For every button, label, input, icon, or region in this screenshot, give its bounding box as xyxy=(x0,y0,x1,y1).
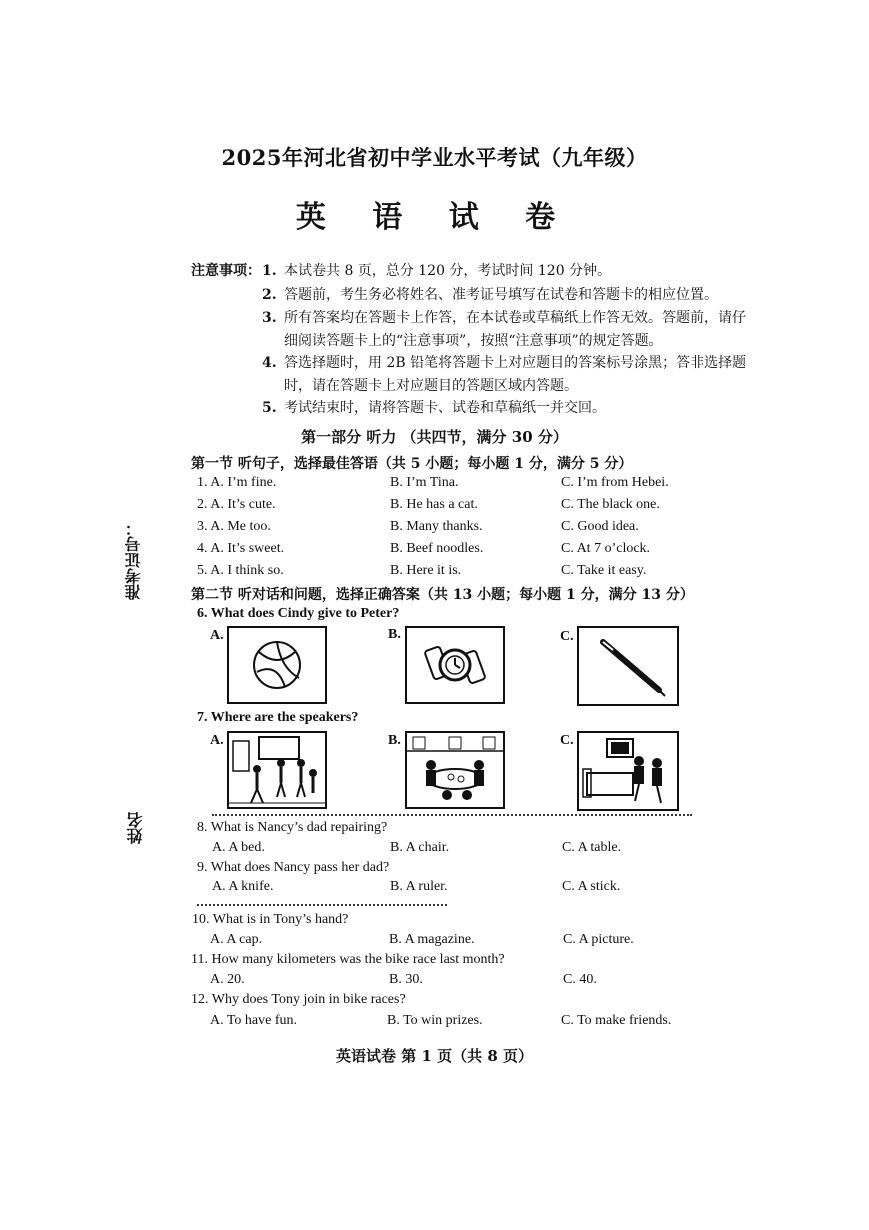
living-room-scene-icon xyxy=(579,733,677,809)
note-3 xyxy=(262,307,746,327)
note-number: 3. xyxy=(262,310,277,326)
q8-b: B. A chair. xyxy=(390,840,450,855)
note-4-cont: 时，请在答题卡上对应题目的答题区域内答题。 xyxy=(284,378,578,394)
q10-text: 10. What is in Tony’s hand? xyxy=(192,912,349,927)
page-footer: 英语试卷 第 1 页（共 8 页） xyxy=(336,1047,533,1065)
exam-subtitle: 英 语 试 卷 xyxy=(295,200,574,235)
note-4 xyxy=(262,352,746,372)
q9-text: 9. What does Nancy pass her dad? xyxy=(197,860,390,875)
note-1 xyxy=(262,260,611,280)
q5-b: B. Here it is. xyxy=(390,563,462,578)
classroom-scene-icon xyxy=(229,733,325,807)
side-name-label: 姓名 xyxy=(126,812,145,844)
part1-heading: 第一部分 听力 （共四节，满分 30 分） xyxy=(301,428,568,446)
q2-b: B. He has a cat. xyxy=(390,497,478,512)
q11-b: B. 30. xyxy=(389,972,423,987)
q2-c: C. The black one. xyxy=(561,497,660,512)
q6-label-a: A. xyxy=(210,628,224,643)
q8-text: 8. What is Nancy’s dad repairing? xyxy=(197,820,388,835)
q7-label-c: C. xyxy=(560,733,574,748)
dotted-rule xyxy=(212,814,692,816)
note-number: 1. xyxy=(262,263,277,279)
q2-a: 2. A. It’s cute. xyxy=(197,497,276,512)
note-2 xyxy=(262,284,718,304)
q8-a: A. A bed. xyxy=(212,840,265,855)
volleyball-icon xyxy=(229,628,325,702)
note-text: 所有答案均在答题卡上作答，在本试卷或草稿纸上作答无效。答题前，请仔 xyxy=(284,310,746,326)
q5-c: C. Take it easy. xyxy=(561,563,647,578)
note-text: 考试结束时，请将答题卡、试卷和草稿纸一并交回。 xyxy=(284,400,606,416)
classroom-scene-image xyxy=(227,731,327,809)
note-number: 5. xyxy=(262,400,277,416)
q9-b: B. A ruler. xyxy=(390,879,448,894)
q9-c: C. A stick. xyxy=(562,879,621,894)
q9-a: A. A knife. xyxy=(212,879,274,894)
q3-b: B. Many thanks. xyxy=(390,519,483,534)
section2-heading: 第二节 听对话和问题，选择正确答案（共 13 小题；每小题 1 分，满分 13 分） xyxy=(191,587,694,603)
q11-a: A. 20. xyxy=(210,972,245,987)
q8-c: C. A table. xyxy=(562,840,622,855)
exam-title: 2025年河北省初中学业水平考试（九年级） xyxy=(221,145,648,170)
note-text: 答选择题时，用 2B 铅笔将答题卡上对应题目的答案标号涂黑；答非选择题 xyxy=(284,355,747,371)
q7-label-b: B. xyxy=(388,733,401,748)
volleyball-image xyxy=(227,626,327,704)
q7-text: 7. Where are the speakers? xyxy=(197,710,359,725)
q10-b: B. A magazine. xyxy=(389,932,475,947)
note-text: 答题前，考生务必将姓名、准考证号填写在试卷和答题卡的相应位置。 xyxy=(284,287,718,303)
q11-c: C. 40. xyxy=(563,972,597,987)
note-text: 本试卷共 8 页，总分 120 分，考试时间 120 分钟。 xyxy=(284,263,612,279)
section1-heading: 第一节 听句子，选择最佳答语（共 5 小题；每小题 1 分，满分 5 分） xyxy=(191,456,633,472)
q11-text: 11. How many kilometers was the bike race last month? xyxy=(191,952,505,967)
q3-a: 3. A. Me too. xyxy=(197,519,271,534)
dotted-rule xyxy=(197,904,447,906)
watch-icon xyxy=(407,628,503,702)
side-id-label: 准考证号： xyxy=(124,520,143,600)
q10-a: A. A cap. xyxy=(210,932,263,947)
pen-icon xyxy=(579,628,677,704)
restaurant-scene-image xyxy=(405,731,505,809)
note-number: 2. xyxy=(262,287,277,303)
q6-label-b: B. xyxy=(388,627,401,642)
q1-a: 1. A. I’m fine. xyxy=(197,475,277,490)
q6-text: 6. What does Cindy give to Peter? xyxy=(197,606,400,621)
q7-label-a: A. xyxy=(210,733,224,748)
q4-b: B. Beef noodles. xyxy=(390,541,484,556)
restaurant-scene-icon xyxy=(407,733,503,807)
q3-c: C. Good idea. xyxy=(561,519,639,534)
notes-label: 注意事项： xyxy=(191,263,261,279)
q12-a: A. To have fun. xyxy=(210,1013,298,1028)
q5-a: 5. A. I think so. xyxy=(197,563,284,578)
q12-c: C. To make friends. xyxy=(561,1013,672,1028)
q6-label-c: C. xyxy=(560,629,574,644)
note-number: 4. xyxy=(262,355,277,371)
q4-a: 4. A. It’s sweet. xyxy=(197,541,285,556)
q10-c: C. A picture. xyxy=(563,932,634,947)
q4-c: C. At 7 o’clock. xyxy=(561,541,651,556)
watch-image xyxy=(405,626,505,704)
q12-text: 12. Why does Tony join in bike races? xyxy=(191,992,406,1007)
note-3-cont: 细阅读答题卡上的“注意事项”，按照“注意事项”的规定答题。 xyxy=(284,333,663,349)
q1-b: B. I’m Tina. xyxy=(390,475,459,490)
note-5 xyxy=(262,397,606,417)
pen-image xyxy=(577,626,679,706)
q1-c: C. I’m from Hebei. xyxy=(561,475,669,490)
living-room-scene-image xyxy=(577,731,679,811)
q12-b: B. To win prizes. xyxy=(387,1013,483,1028)
